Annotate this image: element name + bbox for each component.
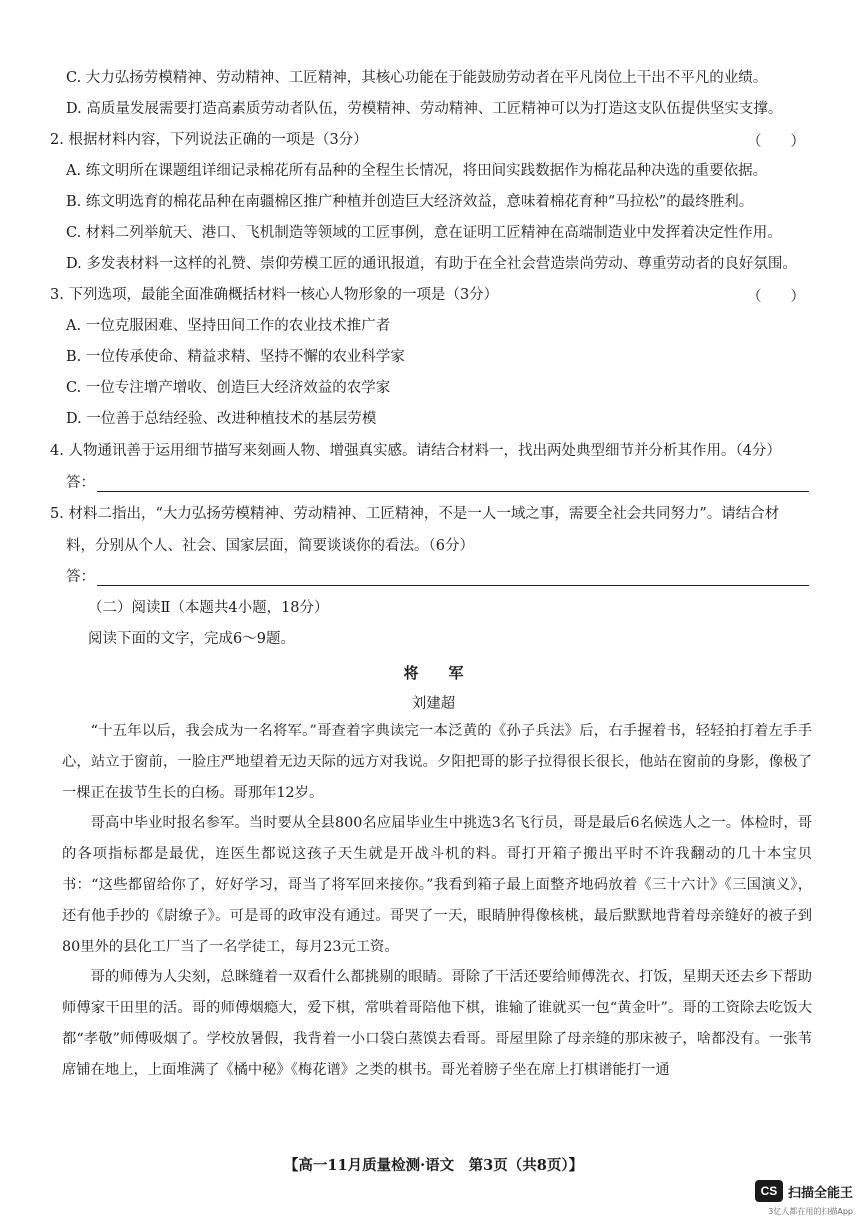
story-paragraph: 哥高中毕业时报名参军。当时要从全县800名应届毕业生中挑选3名飞行员，哥是最后6名候选人之一。体检时，哥的各项指标都是最优，连医生都说这孩子天生就是开战斗机的料。哥打开箱子搬出平时不许我翻动的几十本宝贝书：“这些都留给你了，好好学习，哥当了将军回来接你。”我看到箱子最上面整齐地码放着《三十六计》《三国演义》，还有他手抄的《尉缭子》。可是哥的政审没有通过。哥哭了一天，眼睛肿得像核桃，最后默默地背着母亲缝好的被子到80里外的县化工厂当了一名学徒工，每月23元工资。	[62, 815, 812, 955]
q2-option-c: C. 材料二列举航天、港口、飞机制造等领域的工匠事例，意在证明工匠精神在高端制造业中发挥着决定性作用。	[66, 225, 782, 241]
q2-option-a: A. 练文明所在课题组详细记录棉花所有品种的全程生长情况，将田间实践数据作为棉花品种决选的重要依据。	[66, 163, 768, 179]
story-paragraph: 哥的师傅为人尖刻，总眯缝着一双看什么都挑剔的眼睛。哥除了干活还要给师傅洗衣、打饭，星期天还去乡下帮助师傅家干田里的活。哥的师傅烟瘾大，爱下棋，常哄着哥陪他下棋，谁输了谁就买一包“黄金叶”。哥的工资除去吃饭大都“孝敬”师傅吸烟了。学校放暑假，我背着一小口袋白蒸馍去看哥。哥屋里除了母亲缝的那床被子，啥都没有。一张苇席铺在地上，上面堆满了《橘中秘》《梅花谱》之类的棋书。哥光着膀子坐在席上打棋谱能打一通	[62, 969, 812, 1078]
story-title: 将 军	[403, 664, 464, 682]
page-footer: 【高一11月质量检测·语文 第3页（共8页）】	[283, 1157, 584, 1174]
q3-stem: 3. 下列选项，最能全面准确概括材料一核心人物形象的一项是（3分）	[50, 287, 499, 303]
q5-stem-line1: 5. 材料二指出，“大力弘扬劳模精神、劳动精神、工匠精神，不是一人一域之事，需要全社会共同努力”。请结合材	[50, 506, 780, 522]
scanner-watermark	[755, 1180, 853, 1202]
section-heading: （二）阅读Ⅱ（本题共4小题，18分）	[88, 600, 329, 616]
q3-option-c: C. 一位专注增产增收、创造巨大经济效益的农学家	[66, 380, 391, 396]
q5-stem-line2: 料，分别从个人、社会、国家层面，简要谈谈你的看法。（6分）	[66, 538, 474, 554]
watermark-tagline: 3亿人都在用的扫描App	[768, 1207, 853, 1216]
q5-answer-row[interactable]	[66, 566, 809, 586]
camscanner-logo-icon: CS	[755, 1180, 783, 1202]
q3-option-d: D. 一位善于总结经验、改进种植技术的基层劳模	[66, 411, 377, 427]
q1-option-d: D. 高质量发展需要打造高素质劳动者队伍，劳模精神、劳动精神、工匠精神可以为打造这支队伍提供坚实支撑。	[66, 101, 783, 117]
q4-answer-row[interactable]	[66, 472, 809, 492]
section-instruction: 阅读下面的文字，完成6～9题。	[88, 631, 295, 647]
q5-answer-label: 答：	[66, 569, 95, 585]
story-body	[62, 716, 812, 1086]
q5-answer-line[interactable]	[97, 571, 809, 586]
story-paragraph: “十五年以后，我会成为一名将军。”哥查着字典读完一本泛黄的《孙子兵法》后，右手握着书，轻轻拍打着左手手心，站立于窗前，一脸庄严地望着无边天际的远方对我说。夕阳把哥的影子拉得很长很长，他站在窗前的身影，像极了一棵正在拔节生长的白杨。哥那年12岁。	[62, 723, 812, 801]
q3-answer-paren[interactable]: （ ）	[747, 289, 805, 305]
q4-stem: 4. 人物通讯善于运用细节描写来刻画人物、增强真实感。请结合材料一，找出两处典型细节并分析其作用。（4分）	[50, 443, 781, 459]
q3-option-a: A. 一位克服困难、坚持田间工作的农业技术推广者	[66, 318, 391, 334]
q2-stem: 2. 根据材料内容，下列说法正确的一项是（3分）	[50, 132, 368, 148]
q1-option-c: C. 大力弘扬劳模精神、劳动精神、工匠精神，其核心功能在于能鼓励劳动者在平凡岗位上干出不平凡的业绩。	[66, 70, 768, 86]
q2-option-b: B. 练文明选育的棉花品种在南疆棉区推广种植并创造巨大经济效益，意味着棉花育种“马拉松”的最终胜利。	[66, 194, 754, 210]
q4-answer-line[interactable]	[97, 477, 809, 492]
watermark-name: 扫描全能王	[787, 1185, 853, 1201]
q3-option-b: B. 一位传承使命、精益求精、坚持不懈的农业科学家	[66, 349, 405, 365]
q2-option-d: D. 多发表材料一这样的礼赞、崇仰劳模工匠的通讯报道，有助于在全社会营造崇尚劳动、尊重劳动者的良好氛围。	[66, 256, 797, 272]
q4-answer-label: 答：	[66, 475, 95, 491]
q2-answer-paren[interactable]: （ ）	[747, 134, 805, 150]
story-author: 刘建超	[411, 696, 456, 712]
